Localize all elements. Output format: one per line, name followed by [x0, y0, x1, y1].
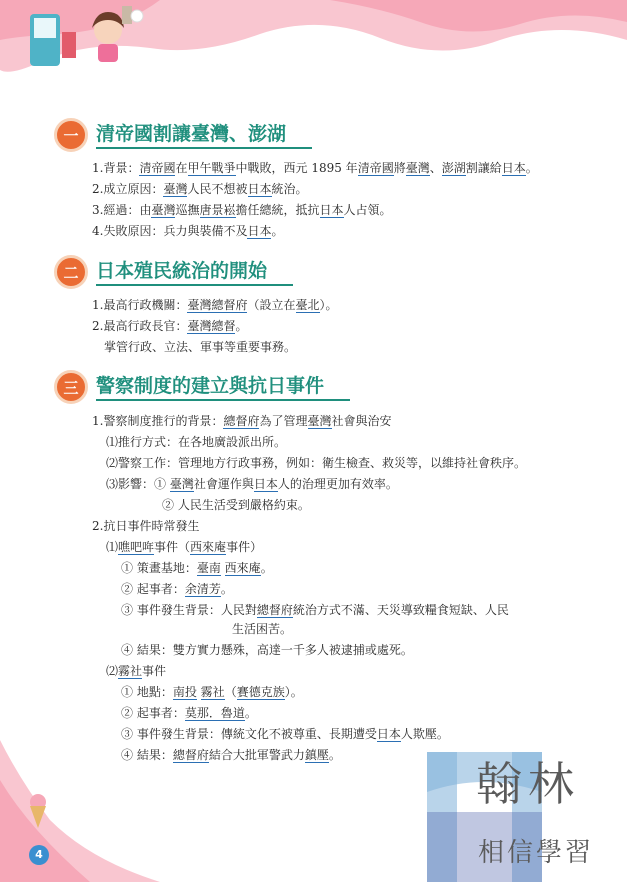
text-fragment: 成立原因：	[103, 182, 164, 196]
underlined-term: 西來庵	[190, 540, 227, 554]
text-fragment: 統治。	[271, 182, 308, 196]
sub-item	[106, 434, 286, 450]
sub-sub-item-continuation: 生活困苦。	[232, 622, 293, 636]
section-title: 清帝國割讓臺灣、澎湖	[96, 121, 312, 149]
text-fragment: 1.	[92, 298, 104, 312]
text-fragment: 。	[328, 748, 341, 762]
text-fragment: 事件	[142, 664, 167, 678]
text-fragment: 在	[175, 161, 188, 175]
list-item	[92, 181, 308, 197]
underlined-term: 日本	[319, 203, 344, 217]
list-item	[92, 297, 338, 313]
sub-sub-item	[121, 747, 341, 763]
text-fragment: 1.	[92, 414, 104, 428]
text-fragment: 。	[525, 161, 538, 175]
list-item-continuation: 掌管行政、立法、軍事等重要事務。	[104, 340, 297, 354]
underlined-term: 日本	[247, 224, 272, 238]
underlined-term: 西來庵	[224, 561, 261, 575]
text-fragment: 社會運作與	[193, 477, 254, 491]
sub-item	[106, 455, 526, 471]
text-fragment: ② 起事者：	[121, 706, 185, 720]
underlined-term: 總督府	[172, 748, 209, 762]
section-title: 警察制度的建立與抗日事件	[96, 373, 350, 401]
text-fragment: 最高行政長官：	[103, 319, 188, 333]
underlined-term: 臺北	[295, 298, 320, 312]
underlined-term: 臺灣總督府	[187, 298, 248, 312]
underlined-term: 噍吧哖	[118, 540, 155, 554]
text-fragment: 。	[235, 319, 248, 333]
section-number-badge: 二	[54, 255, 88, 289]
text-fragment: ⑴	[106, 435, 119, 449]
underlined-term: 鎮壓	[304, 748, 329, 762]
text-fragment: 。	[220, 582, 233, 596]
text-fragment: 社會與治安	[331, 414, 392, 428]
section-heading-1	[54, 120, 312, 150]
sub-sub-item	[121, 705, 257, 721]
underlined-term: 霧社	[118, 664, 143, 678]
text-fragment: ① 策畫基地：	[121, 561, 197, 575]
list-item	[92, 413, 392, 429]
text-fragment: 統治方式不滿、天災導致糧食短缺、人民	[292, 603, 509, 617]
sub-sub-item	[121, 602, 509, 618]
text-fragment: 失敗原因：兵力與裝備不及	[103, 224, 248, 238]
underlined-term: 清帝國	[357, 161, 394, 175]
text-fragment: 人的治理更加有效率。	[277, 477, 398, 491]
underlined-term: 霧社	[200, 685, 225, 699]
text-fragment: ② 起事者：	[121, 582, 185, 596]
text-fragment: 中戰敗，西元 1895 年	[235, 161, 358, 175]
cartoon-girl-illustration	[22, 4, 152, 74]
text-fragment: 最高行政機關：	[103, 298, 188, 312]
sub-item-continuation: ② 人民生活受到嚴格約束。	[162, 498, 310, 512]
sub-item	[106, 476, 398, 492]
underlined-term: 臺灣	[405, 161, 430, 175]
text-fragment: 警察工作：管理地方行政事務，例如：衛生檢查、救災等，以維持社會秩序。	[118, 456, 527, 470]
watermark-brand: 翰林	[476, 757, 580, 811]
text-fragment: 2.	[92, 182, 104, 196]
text-fragment: ⑴	[106, 540, 119, 554]
text-fragment: 事件）	[226, 540, 263, 554]
underlined-term: 澎湖	[441, 161, 466, 175]
underlined-term: 日本	[247, 182, 272, 196]
watermark-slogan: 相信學習	[478, 838, 595, 868]
text-fragment: ）。	[319, 298, 338, 312]
underlined-term: 日本	[501, 161, 526, 175]
text-fragment: （	[224, 685, 237, 699]
underlined-term: 莫那．魯道	[184, 706, 245, 720]
text-fragment: 割讓給	[465, 161, 502, 175]
list-item	[92, 518, 199, 534]
section-heading-2	[54, 257, 293, 287]
text-fragment: 1.	[92, 161, 104, 175]
text-fragment: 、	[429, 161, 442, 175]
sub-sub-item	[121, 684, 303, 700]
underlined-term: 賽德克族	[236, 685, 285, 699]
text-fragment: 警察制度推行的背景：	[103, 414, 224, 428]
underlined-term: 總督府	[256, 603, 293, 617]
text-fragment: 。	[271, 224, 284, 238]
text-fragment: 結合大批軍警武力	[208, 748, 305, 762]
underlined-term: 清帝國	[139, 161, 176, 175]
underlined-term: 臺灣	[169, 477, 194, 491]
text-fragment: 。	[260, 561, 273, 575]
text-fragment: 3.	[92, 203, 104, 217]
sub-sub-item: ④ 結果：雙方實力懸殊，高達一千多人被逮捕或處死。	[121, 643, 413, 657]
sub-item	[106, 539, 262, 555]
text-fragment: （設立在	[247, 298, 296, 312]
text-fragment: 。	[244, 706, 257, 720]
text-fragment: 4.	[92, 224, 104, 238]
text-fragment: ⑵	[106, 664, 119, 678]
underlined-term: 日本	[376, 727, 401, 741]
section-number-badge: 一	[54, 118, 88, 152]
underlined-term: 臺灣總督	[187, 319, 236, 333]
underlined-term: 甲午戰爭	[187, 161, 236, 175]
text-fragment: 事件（	[154, 540, 191, 554]
text-fragment: 背景：	[103, 161, 140, 175]
text-fragment: ⑵	[106, 456, 119, 470]
underlined-term: 臺灣	[307, 414, 332, 428]
text-fragment: 抗日事件時常發生	[103, 519, 200, 533]
underlined-term: 臺南	[196, 561, 221, 575]
list-item	[92, 160, 538, 176]
text-fragment: ③ 事件發生背景：傳統文化不被尊重、長期遭受	[121, 727, 377, 741]
text-fragment: ⑶	[106, 477, 119, 491]
sub-sub-item	[121, 560, 273, 576]
text-fragment: 人民不想被	[187, 182, 248, 196]
text-fragment: 2.	[92, 319, 104, 333]
bottom-left-wave-decoration	[0, 720, 170, 882]
sub-sub-item	[121, 726, 449, 742]
section-number-badge: 三	[54, 370, 88, 404]
text-fragment: 巡撫	[175, 203, 200, 217]
page-number: 4	[29, 845, 49, 865]
underlined-term: 余清芳	[184, 582, 221, 596]
text-fragment: 影響：①	[118, 477, 170, 491]
section-title: 日本殖民統治的開始	[96, 258, 293, 286]
underlined-term: 日本	[253, 477, 278, 491]
text-fragment: 推行方式：在各地廣設派出所。	[118, 435, 287, 449]
list-item	[92, 223, 284, 239]
underlined-term: 總督府	[223, 414, 260, 428]
underlined-term: 南投	[172, 685, 197, 699]
text-fragment: 擔任總統，抵抗	[235, 203, 320, 217]
underlined-term: 唐景崧	[199, 203, 236, 217]
sub-sub-item	[121, 581, 233, 597]
text-fragment: 將	[393, 161, 406, 175]
underlined-term: 臺灣	[163, 182, 188, 196]
text-fragment: 人欺壓。	[400, 727, 449, 741]
text-fragment: ④ 結果：	[121, 748, 173, 762]
text-fragment: 人占領。	[343, 203, 392, 217]
text-fragment: 為了管理	[259, 414, 308, 428]
text-fragment: ）。	[284, 685, 303, 699]
text-fragment: 2.	[92, 519, 104, 533]
text-fragment: 經過：由	[103, 203, 152, 217]
underlined-term: 臺灣	[151, 203, 176, 217]
section-heading-3	[54, 372, 350, 402]
text-fragment: ① 地點：	[121, 685, 173, 699]
sub-item	[106, 663, 166, 679]
text-fragment: ③ 事件發生背景：人民對	[121, 603, 257, 617]
list-item	[92, 318, 248, 334]
list-item	[92, 202, 392, 218]
